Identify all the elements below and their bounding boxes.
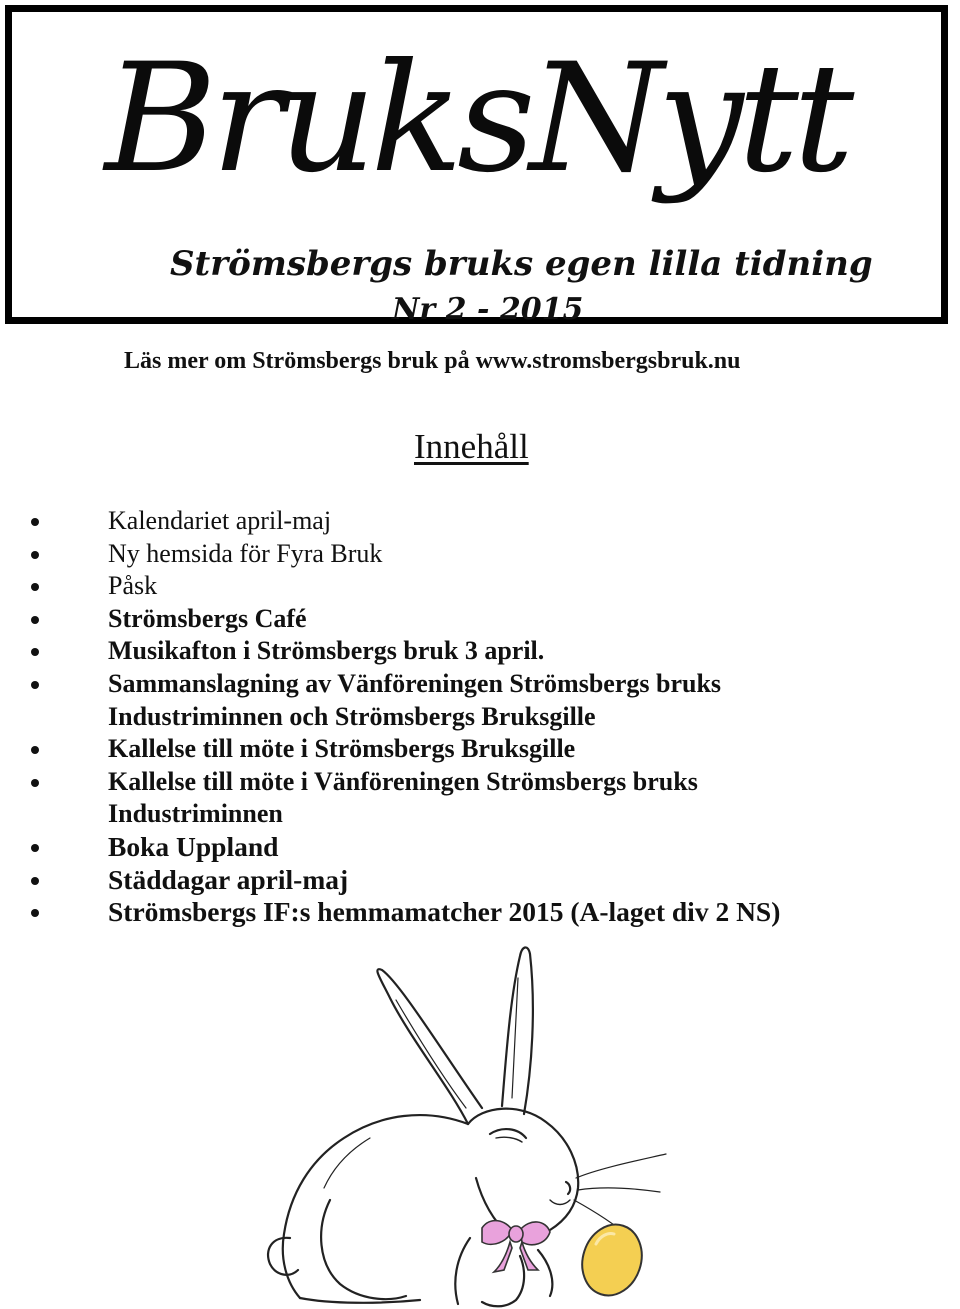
bullet-icon xyxy=(31,518,39,526)
toc-item-boka-uppland xyxy=(0,831,960,864)
toc-list xyxy=(0,505,960,929)
masthead-subtitle: Strömsbergs bruks egen lilla tidning xyxy=(170,244,873,284)
toc-item-label: Kallelse till möte i Strömsbergs Bruksgille xyxy=(108,734,576,764)
bullet-icon xyxy=(31,551,39,559)
bullet-icon xyxy=(31,583,39,591)
easter-bunny-icon xyxy=(220,938,700,1309)
toc-item-label: Påsk xyxy=(108,571,158,601)
toc-item-label: Strömsbergs Café xyxy=(108,603,307,633)
bullet-icon xyxy=(31,746,39,754)
toc-item-staddagar xyxy=(0,864,960,897)
masthead xyxy=(5,5,948,327)
toc-heading: Innehåll xyxy=(414,427,529,466)
toc-item-label: Boka Uppland xyxy=(108,830,279,862)
bullet-icon xyxy=(31,779,39,787)
toc-item-label: Strömsbergs IF:s hemmamatcher 2015 (A-laget div 2 NS) xyxy=(108,896,781,928)
toc-item-label: Kallelse till möte i Vänföreningen Strömsbergs bruks xyxy=(108,766,698,796)
bullet-icon xyxy=(31,844,39,852)
bullet-icon xyxy=(31,648,39,656)
toc-item-kalendariet xyxy=(0,505,960,538)
toc-item-ny-hemsida xyxy=(0,538,960,571)
toc-item-kallelse-vanforeningen xyxy=(0,766,960,799)
issue-number: Nr 2 - 2015 xyxy=(392,292,584,327)
bullet-icon xyxy=(31,877,39,885)
toc-item-hemmamatcher xyxy=(0,896,960,929)
toc-item-cafe xyxy=(0,603,960,636)
toc-item-label: Städdagar april-maj xyxy=(108,863,349,895)
website-link-text: Läs mer om Strömsbergs bruk på www.stromsbergsbruk.nu xyxy=(124,348,741,374)
toc-item-musikafton xyxy=(0,635,960,668)
toc-item-label: Ny hemsida för Fyra Bruk xyxy=(108,538,383,568)
toc-item-label: Industriminnen och Strömsbergs Bruksgille xyxy=(108,701,596,731)
toc-item-pask xyxy=(0,570,960,603)
bullet-icon xyxy=(31,909,39,917)
toc-item-label: Sammanslagning av Vänföreningen Strömsbergs bruks xyxy=(108,668,722,698)
bullet-icon xyxy=(31,616,39,624)
toc-item-sammanslagning-cont xyxy=(0,701,960,734)
toc-item-sammanslagning xyxy=(0,668,960,701)
toc-item-label: Musikafton i Strömsbergs bruk 3 april. xyxy=(108,636,545,666)
toc-item-label: Industriminnen xyxy=(108,799,283,829)
bullet-icon xyxy=(31,681,39,689)
masthead-title: BruksNytt xyxy=(104,32,849,206)
toc-item-kallelse-bruksgille xyxy=(0,733,960,766)
toc-item-label: Kalendariet april-maj xyxy=(108,506,332,535)
toc-item-kallelse-vanforeningen-cont xyxy=(0,798,960,831)
